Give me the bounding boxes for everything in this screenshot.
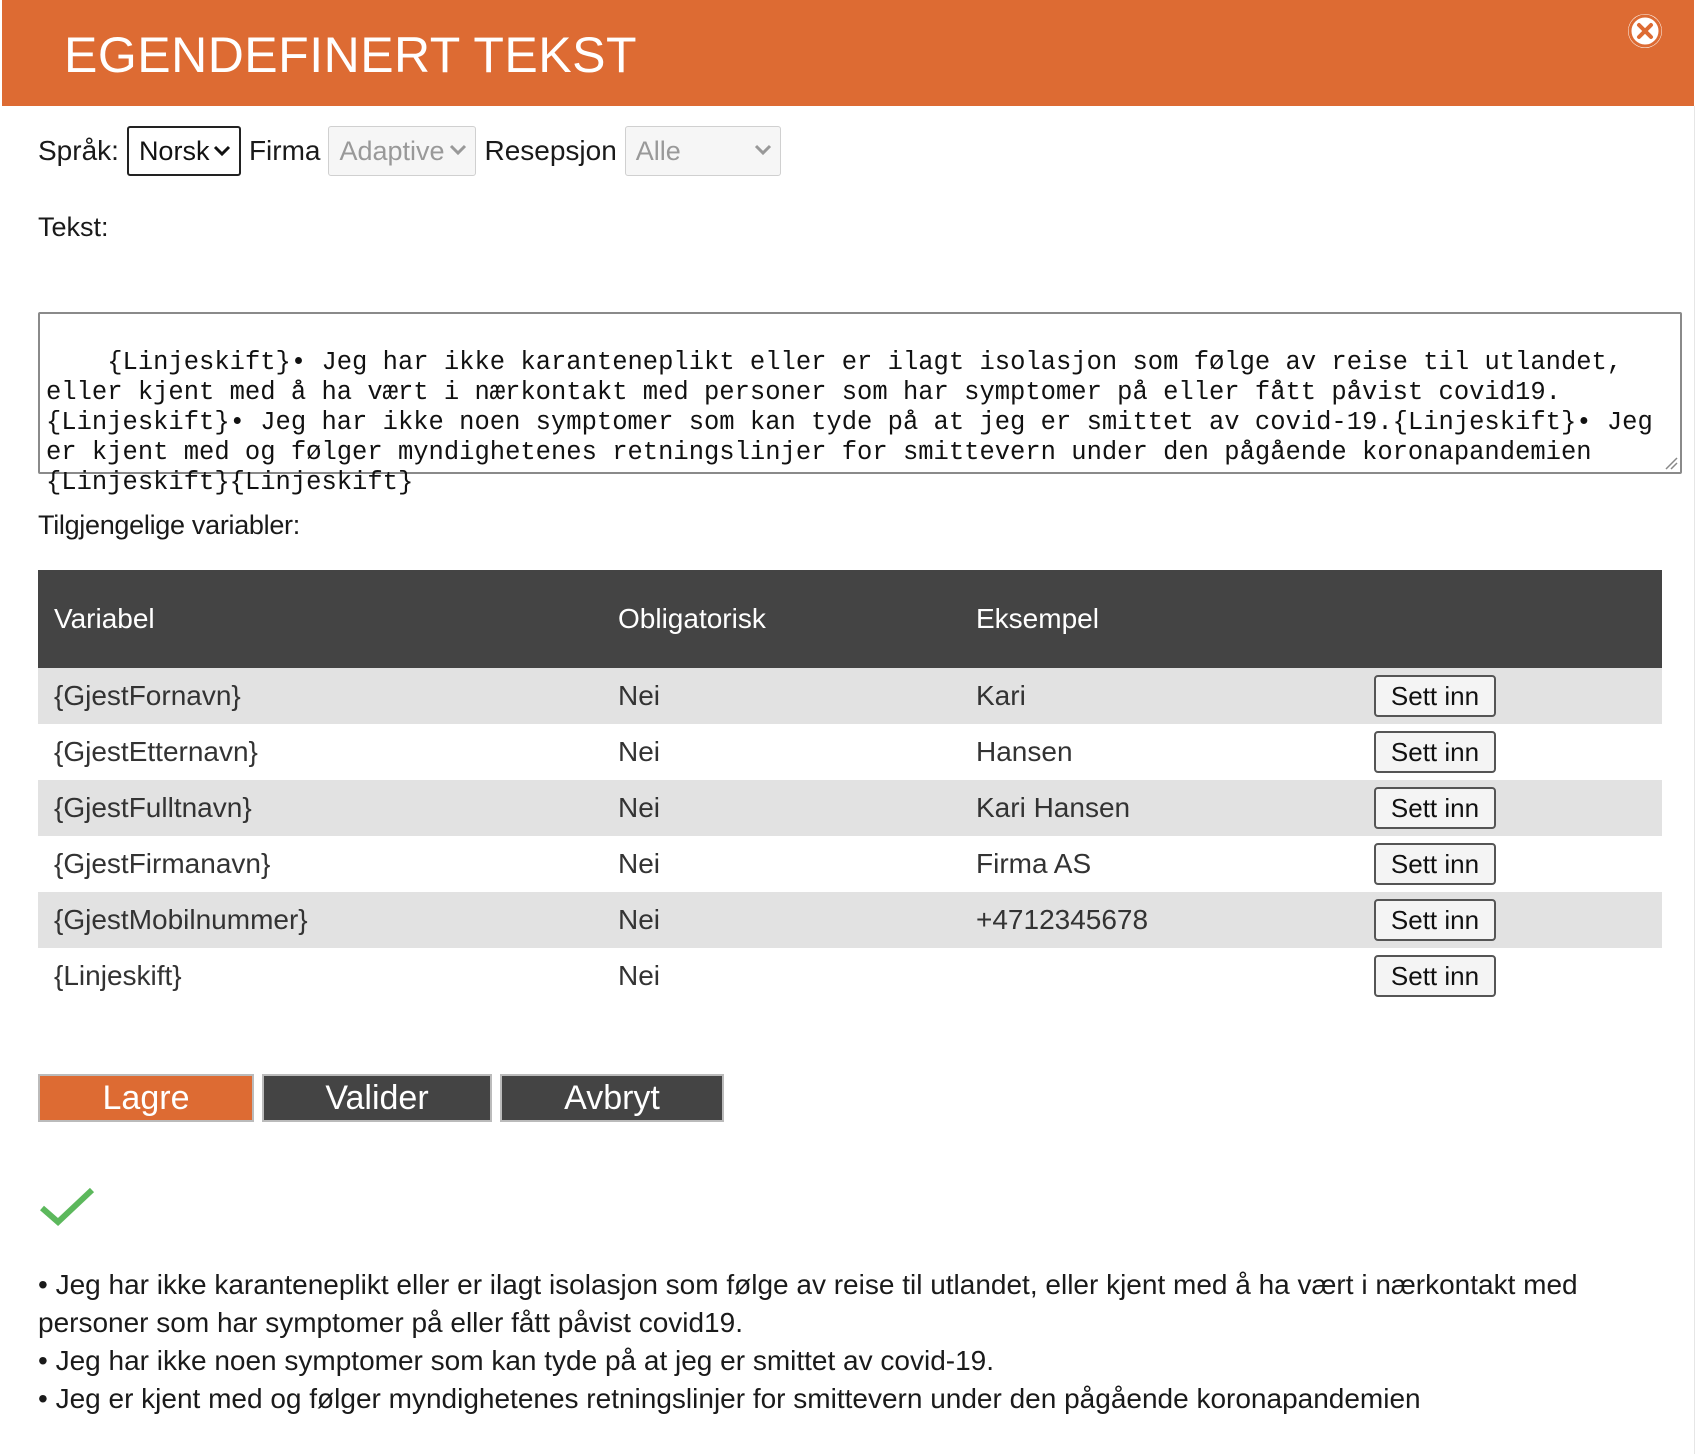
table-row — [38, 724, 1662, 780]
table-row — [38, 668, 1662, 724]
close-icon — [1628, 14, 1662, 48]
required-cell: Nei — [618, 680, 661, 711]
example-cell: +4712345678 — [976, 904, 1149, 935]
variables-label: Tilgjengelige variabler: — [38, 510, 300, 540]
language-select[interactable] — [127, 126, 241, 176]
chevron-down-icon — [449, 143, 467, 157]
text-label: Tekst: — [38, 212, 109, 242]
reception-select[interactable] — [625, 126, 781, 176]
language-value: Norsk — [138, 135, 210, 166]
preview-text — [38, 1266, 1678, 1418]
variable-cell: {GjestEtternavn} — [54, 736, 258, 767]
example-cell: Firma AS — [976, 848, 1092, 879]
header-example: Eksempel — [976, 603, 1099, 634]
action-bar — [38, 1074, 732, 1122]
variable-cell: {GjestFornavn} — [54, 680, 241, 711]
required-cell: Nei — [618, 904, 661, 935]
reception-value: Alle — [635, 135, 681, 166]
save-button[interactable]: Lagre — [38, 1074, 254, 1122]
preview-line: • Jeg har ikke karanteneplikt eller er ilagt isolasjon som følge av reise til utlandet, eller kjent med å ha vært i nærkontakt med personer som har symptomer på eller fått påvist covid19. — [38, 1269, 1578, 1338]
table-header-row — [38, 570, 1662, 668]
required-cell: Nei — [618, 848, 661, 879]
company-value: Adaptive — [339, 135, 445, 166]
check-icon — [38, 1184, 96, 1228]
filter-bar — [38, 125, 789, 177]
dialog-titlebar — [2, 0, 1694, 106]
variable-cell: {GjestMobilnummer} — [54, 904, 308, 935]
resize-handle-icon[interactable] — [1662, 454, 1678, 470]
variables-table — [38, 570, 1662, 1004]
required-cell: Nei — [618, 792, 661, 823]
header-required: Obligatorisk — [618, 603, 766, 634]
company-label: Firma — [248, 135, 321, 166]
header-variable: Variabel — [54, 603, 155, 634]
scroll-edge — [1694, 106, 1702, 1454]
example-cell: Hansen — [976, 736, 1073, 767]
variable-cell: {GjestFulltnavn} — [54, 792, 252, 823]
insert-button[interactable]: Sett inn — [1374, 899, 1496, 941]
insert-button[interactable]: Sett inn — [1374, 787, 1496, 829]
insert-button[interactable]: Sett inn — [1374, 675, 1496, 717]
example-cell: Kari — [976, 680, 1026, 711]
table-row — [38, 892, 1662, 948]
custom-text-value: {Linjeskift}• Jeg har ikke karanteneplikt eller er ilagt isolasjon som følge av reise til utlandet, eller kjent med å ha vært i nærkontakt med personer som har symptomer på eller fått påvist covid19.{Linjeskift}• Jeg har ikke noen symptomer som kan tyde på at jeg er smittet av covid-19.{Linjeskift}• Jeg er kjent med og følger myndighetenes retningslinjer for smittevern under den pågående koronapandemien {Linjeskift}{Linjeskift} — [46, 348, 1669, 497]
reception-label: Resepsjon — [484, 135, 617, 166]
insert-button[interactable]: Sett inn — [1374, 843, 1496, 885]
close-button[interactable] — [1628, 14, 1662, 48]
required-cell: Nei — [618, 960, 661, 991]
chevron-down-icon — [754, 143, 772, 157]
insert-button[interactable]: Sett inn — [1374, 955, 1496, 997]
example-cell — [960, 948, 1358, 1004]
variable-cell: {GjestFirmanavn} — [54, 848, 271, 879]
header-action — [1358, 570, 1662, 668]
preview-line: • Jeg har ikke noen symptomer som kan tyde på at jeg er smittet av covid-19. — [38, 1345, 995, 1376]
example-cell: Kari Hansen — [976, 792, 1131, 823]
table-row — [38, 948, 1662, 1004]
preview-line: • Jeg er kjent med og følger myndighetenes retningslinjer for smittevern under den pågående koronapandemien — [38, 1383, 1421, 1414]
company-select[interactable] — [328, 126, 476, 176]
required-cell: Nei — [618, 736, 661, 767]
table-row — [38, 780, 1662, 836]
custom-text-input[interactable] — [38, 312, 1682, 497]
language-label: Språk: — [38, 135, 119, 166]
dialog-title: EGENDEFINERT TEKST — [64, 27, 638, 83]
chevron-down-icon — [213, 144, 231, 158]
cancel-button[interactable]: Avbryt — [500, 1074, 724, 1122]
insert-button[interactable]: Sett inn — [1374, 731, 1496, 773]
table-row — [38, 836, 1662, 892]
validate-button[interactable]: Valider — [262, 1074, 492, 1122]
variable-cell: {Linjeskift} — [54, 960, 182, 991]
